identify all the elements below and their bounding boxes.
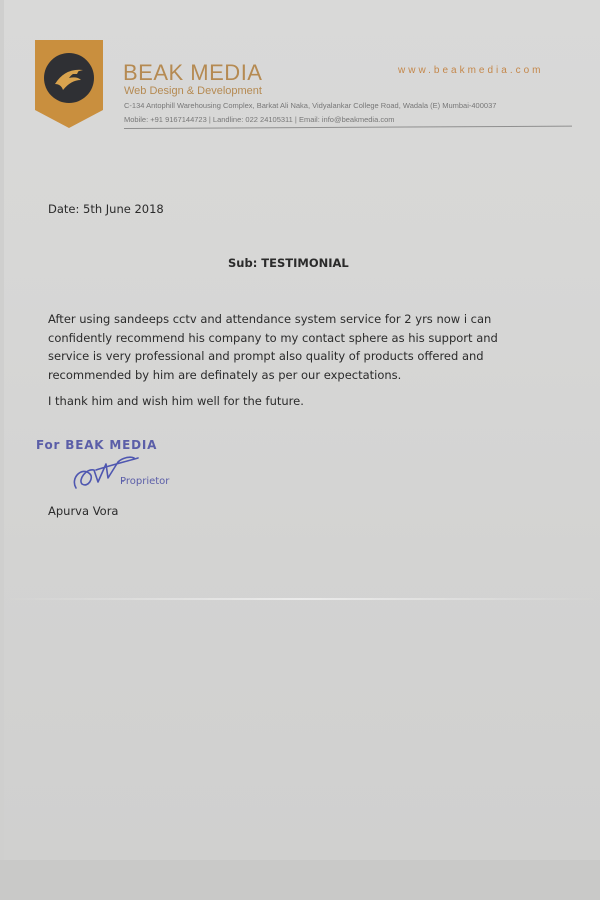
stamp-role: Proprietor [120, 476, 170, 487]
website-link[interactable]: www.beakmedia.com [398, 65, 544, 76]
company-contact: Mobile: +91 9167144723 | Landline: 022 24105311 | Email: info@beakmedia.com [124, 115, 395, 124]
logo-badge [35, 40, 103, 128]
company-stamp: For BEAK MEDIA [36, 438, 158, 452]
letter-subject: Sub: TESTIMONIAL [228, 256, 349, 270]
signer-name: Apurva Vora [48, 504, 119, 518]
background-surface [0, 860, 600, 900]
letter-closing: I thank him and wish him well for the future. [48, 394, 304, 408]
letter-date: Date: 5th June 2018 [48, 202, 164, 216]
signature-block [36, 436, 186, 498]
letter-body: After using sandeeps cctv and attendance system service for 2 yrs now i can confidently recommend his company to my contact sphere as his support and service is very professional and prompt also quality of products offered and recommended by him are definately as per our expectations. [48, 312, 498, 382]
brand-name: BEAK MEDIA [123, 60, 263, 85]
letter-page [4, 0, 600, 860]
paper-fold [4, 598, 600, 600]
brand-tagline: Web Design & Development [124, 85, 262, 97]
company-address: C-134 Antophill Warehousing Complex, Barkat Ali Naka, Vidyalankar College Road, Wadala (E) Mumbai-400037 [124, 101, 497, 110]
